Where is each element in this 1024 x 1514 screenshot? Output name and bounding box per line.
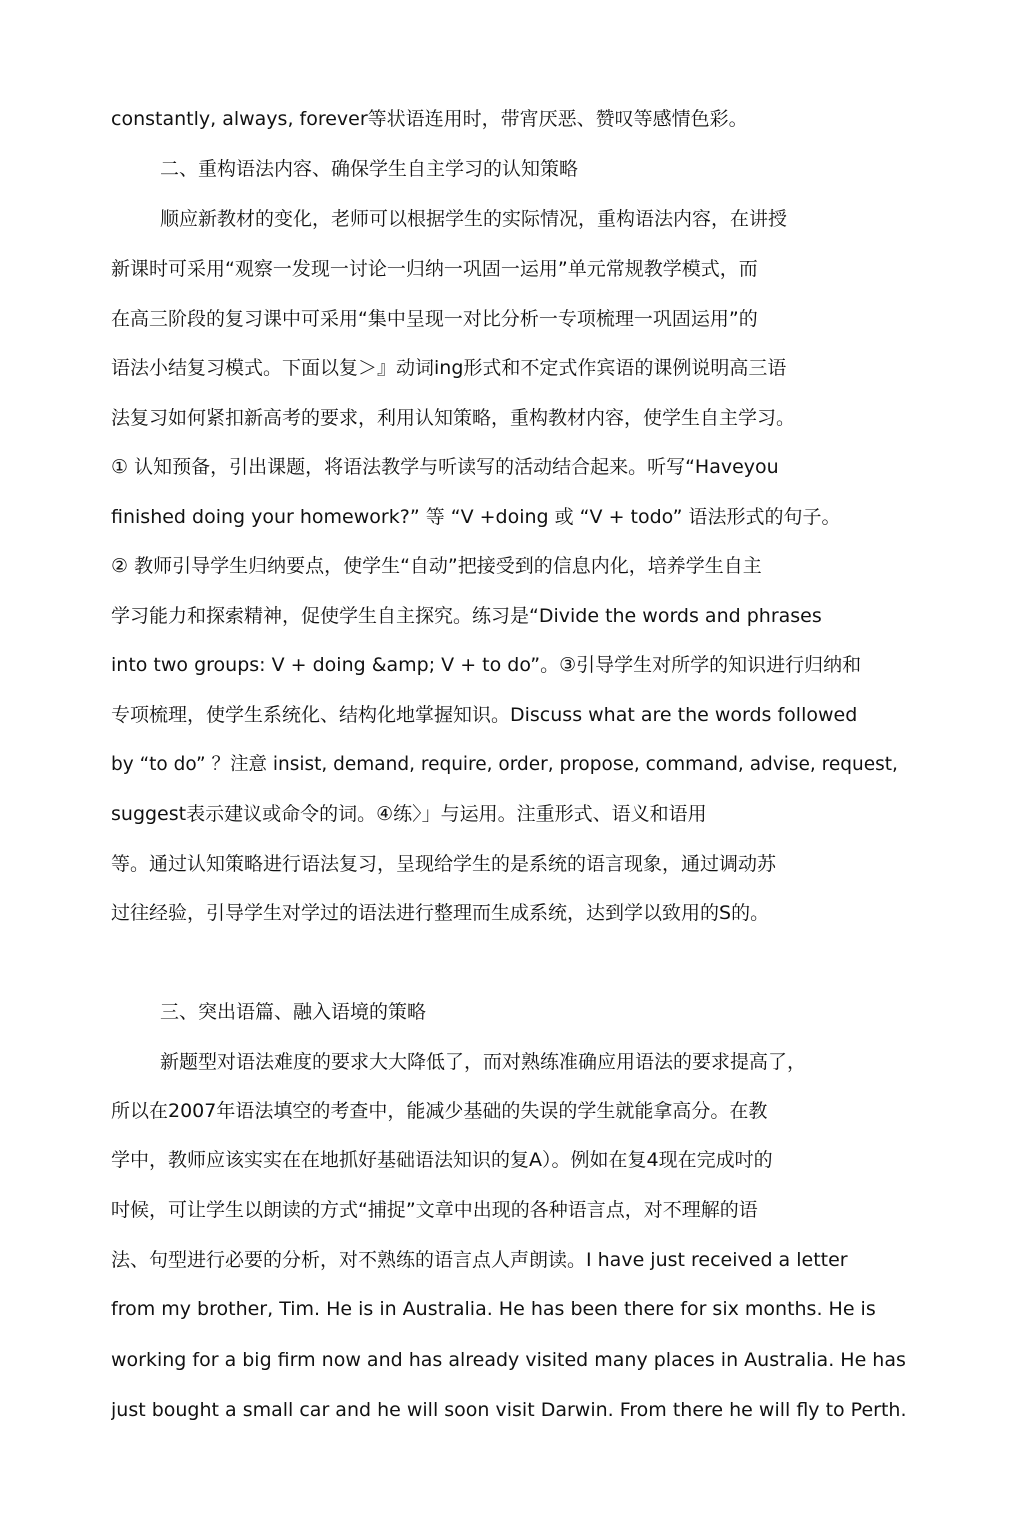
- text-line: 在高三阶段的复习课中可采用“集中呈现一对比分析一专项梳理一巩固运用”的: [111, 308, 758, 330]
- text-line: finished doing your homework?” 等 “V +doing 或 “V + todo” 语法形式的句子。: [111, 506, 841, 528]
- text-line: 吋候，可让学生以朗读的方式“捕捉”文章中出现的各种语言点，对不理解的语: [111, 1199, 758, 1221]
- text-line: into two groups: V + doing &amp; V + to do”。③引导学生对所学的知识进行归纳和: [111, 654, 862, 676]
- text-line: 学中，教师应该实实在在地抓好基础语法知识的复A）。例如在复4现在完成吋的: [111, 1149, 773, 1171]
- text-line: 过往经验，引导学生对学过的语法进行整理而生成系统，达到学以致用的S的。: [111, 902, 770, 924]
- text-line: 法、句型进行必要的分析，对不熟练的语言点人声朗读。I have just received a letter: [111, 1249, 848, 1271]
- text-line: just bought a small car and he will soon visit Darwin. From there he will fly to Perth.: [111, 1399, 907, 1421]
- text-line: 语法小结复习模式。下面以复＞』动词ing形式和不定式作宾语的课例说明高三语: [111, 357, 787, 379]
- text-line: 学习能力和探索精神，促使学生自主探究。练习是“Divide the words and phrases: [111, 605, 822, 627]
- text-line: 等。通过认知策略进行语法复习，呈现给学生的是系统的语言现象，通过调动苏: [111, 853, 777, 875]
- section-heading-3: 三、突出语篇、融入语境的策略: [160, 1001, 427, 1023]
- text-line: from my brother, Tim. He is in Australia. He has been there for six months. He is: [111, 1298, 876, 1320]
- section-heading-2: 二、重构语法内容、确保学生自主学习的认知策略: [160, 158, 579, 180]
- text-line: 专项梳理，使学生系统化、结构化地掌握知识。Discuss what are the words followed: [111, 704, 858, 726]
- text-line: 法复习如何紧扣新高考的要求，利用认知策略，重构教材内容，使学生自主学习。: [111, 407, 796, 429]
- text-line: ① 认知预备，引出课题，将语法教学与听读写的活动结合起来。听写“Haveyou: [111, 456, 779, 478]
- text-line: by “to do” ？注意 insist, demand, require, order, propose, command, advise, request,: [111, 754, 898, 775]
- text-line: 新课时可采用“观察一发现一讨论一归纳一巩固一运用”单元常规教学模式，而: [111, 258, 758, 280]
- text-line: 顺应新教材的变化，老师可以根据学生的实际情况，重构语法内容，在讲授: [160, 208, 788, 230]
- text-line: 新题型对语法难度的要求大大降低了，而对熟练准确应用语法的要求提高了，: [160, 1051, 807, 1073]
- text-line: ② 教师引导学生归纳要点，使学生“自动”把接受到的信息内化，培养学生自主: [111, 555, 762, 577]
- text-line: working for a big firm now and has already visited many places in Australia. He has: [111, 1349, 906, 1371]
- text-line: suggest表示建议或命令的词。④练〉」与运用。注重形式、语义和语用: [111, 803, 707, 825]
- text-line: constantly, always, forever等状语连用时，带宵厌恶、赞叹等感情色彩。: [111, 108, 748, 130]
- text-line: 所以在2007年语法填空的考查中，能减少基础的失误的学生就能拿高分。在教: [111, 1100, 768, 1122]
